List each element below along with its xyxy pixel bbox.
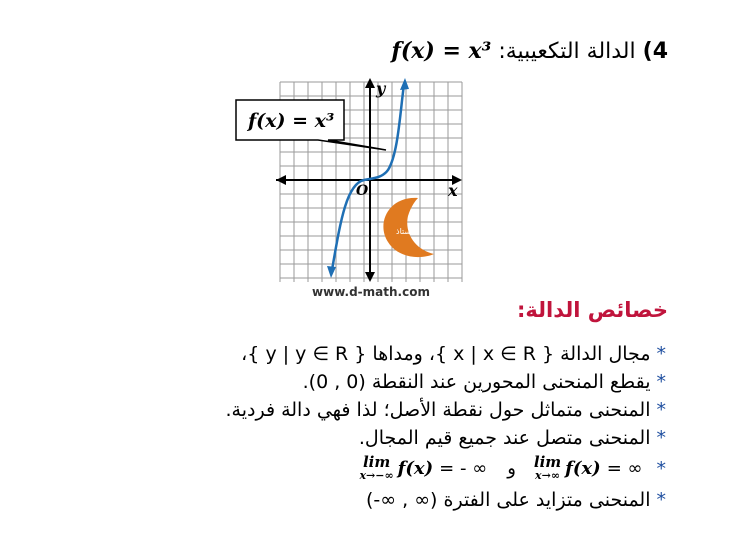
- x-axis-label: x: [448, 181, 458, 200]
- callout-formula: f(x) = x³: [248, 110, 335, 132]
- bullet-star: *: [656, 343, 666, 365]
- section-heading: [391, 38, 668, 64]
- curve-arrow-bottom: [327, 266, 336, 278]
- watermark-text: الأستاذ: [396, 227, 418, 236]
- limit-neg-result: = - ∞: [439, 458, 488, 479]
- list-item: *مجال الدالة { x | x ∈ R }، ومداها { y | y ∈ R }،: [241, 343, 666, 365]
- limit-neg-expr: f(x): [397, 458, 434, 479]
- list-item: *يقطع المنحنى المحورين عند النقطة (0 , 0).: [302, 371, 666, 393]
- cubic-graph: [228, 74, 468, 306]
- website-link[interactable]: www.d-math.com: [312, 285, 430, 299]
- limit-pos-expr: f(x): [565, 458, 601, 479]
- bullet-star: *: [656, 371, 666, 393]
- section-number: 4): [642, 39, 668, 64]
- properties-title: خصائص الدالة:: [517, 298, 668, 322]
- bullet-star: *: [656, 399, 666, 421]
- watermark-moon: [383, 198, 434, 257]
- y-axis-arrow-up: [365, 78, 375, 88]
- section-title: الدالة التكعيبية:: [498, 39, 636, 64]
- section-formula: f(x) = x³: [391, 38, 492, 64]
- list-item: *المنحنى متماثل حول نقطة الأصل؛ لذا فهي دالة فردية.: [225, 399, 666, 421]
- limit-pos-result: = ∞: [606, 458, 643, 479]
- y-axis-arrow-down: [365, 272, 375, 282]
- limits-item: [226, 452, 667, 486]
- limit-conjunction: و: [507, 458, 516, 479]
- limit-pos: lim x→∞: [533, 453, 562, 482]
- x-axis-arrow-left: [276, 175, 286, 185]
- properties-list: [226, 340, 667, 514]
- origin-label: O: [356, 183, 369, 199]
- bullet-star: *: [656, 427, 666, 449]
- limit-neg: lim x→−∞: [359, 453, 394, 482]
- curve-arrow-top: [400, 78, 409, 90]
- bullet-star: *: [656, 489, 666, 511]
- bullet-star: *: [656, 458, 666, 480]
- list-item: *المنحنى متزايد على الفترة (∞ , ∞-): [366, 489, 666, 511]
- y-axis-label: y: [376, 79, 386, 98]
- list-item: *المنحنى متصل عند جميع قيم المجال.: [358, 427, 666, 449]
